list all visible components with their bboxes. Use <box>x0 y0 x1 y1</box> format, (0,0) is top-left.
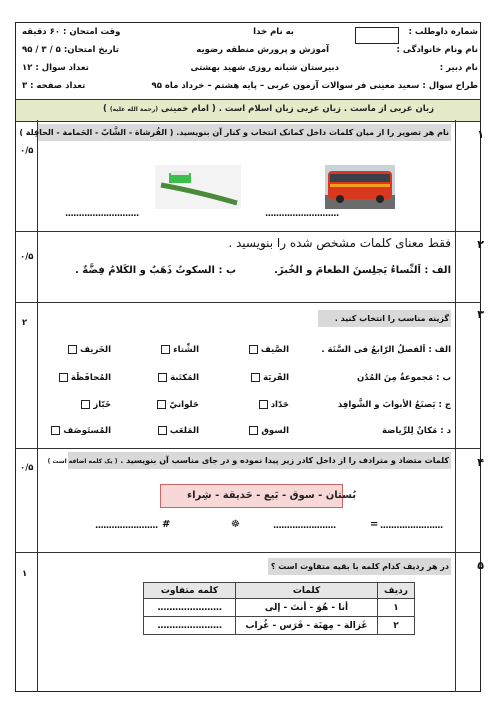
q5-prompt: در هر ردیف کدام کلمه با بقیه متفاوت است ؟ <box>270 562 449 571</box>
q4-score: ۰/۵ <box>20 463 34 473</box>
q4-blank-1[interactable]: ....................... <box>380 521 443 531</box>
question-count: تعداد سوال : ۱۲ <box>22 63 89 73</box>
q3-option[interactable]: الخَريف <box>68 345 111 355</box>
q3-option[interactable]: الصَّيف <box>249 345 289 355</box>
q3-option[interactable]: المَلعَب <box>158 426 199 436</box>
table-row: ۱ أنا - هُوَ - أنتَ - إلی ...................... <box>144 599 415 617</box>
checkbox[interactable] <box>251 373 260 382</box>
hash-sign: # <box>162 519 171 530</box>
checkbox[interactable] <box>81 400 90 409</box>
checkbox[interactable] <box>158 426 167 435</box>
q1-score: ۰/۵ <box>20 146 34 156</box>
teacher-label: نام دبیر : <box>439 63 478 73</box>
q5-number: ۵ <box>477 559 484 572</box>
header-odd-word: کلمه متفاوت <box>144 583 236 599</box>
equals-sign: = <box>370 519 379 530</box>
checkbox[interactable] <box>249 426 258 435</box>
motto-text: زبان عربی از ماست . زبان عربی زبان اسلام است . ( امام خمینی (رحمة الله علیه) ) <box>103 104 434 114</box>
checkbox[interactable] <box>157 400 166 409</box>
q5-table <box>143 582 415 635</box>
table-row: ۲ غَزالة - مِهنَة - فَرَس - غُراب ...................... <box>144 617 415 635</box>
header-row-number: ردیف <box>378 583 415 599</box>
page-count: تعداد صفحه : ۳ <box>22 81 86 91</box>
checkbox[interactable] <box>249 345 258 354</box>
q3-number: ۳ <box>477 308 484 321</box>
q1-answer-line-2[interactable]: ........................... <box>65 209 139 219</box>
exam-time: وقت امتحان : ۶۰ دقیقه <box>22 27 121 37</box>
checkbox[interactable] <box>68 345 77 354</box>
q4-blank-2[interactable]: ....................... <box>273 521 336 531</box>
name-label: نام ونام خانوادگی : <box>396 45 478 55</box>
q2-item-a: الف : اَلنِّساءُ يَجلِسنَ الطعامَ و الخُبزَ. <box>274 265 451 276</box>
department: آموزش و پرورش منطقه رضویه <box>196 45 329 55</box>
q3-option[interactable]: السوق <box>249 426 289 436</box>
exam-title: سوالات آزمون عربی – پایه هشتم – خرداد ماه ۹۵ <box>151 81 353 91</box>
q3-row-b-label: ب : مَجموعةٌ مِنَ المُدُن <box>356 373 451 383</box>
q2-number: ۲ <box>477 238 484 251</box>
q4-number: ۴ <box>477 456 484 469</box>
exam-date: تاریخ امتحان: ۵ / ۳ / ۹۵ <box>22 45 119 55</box>
q1-number: ۱ <box>477 128 484 141</box>
answer-cell[interactable]: ...................... <box>144 599 236 617</box>
q1-answer-line-1[interactable]: ........................... <box>265 209 339 219</box>
q2-item-b: ب : السکوتُ ذَهَبٌ و الکَلامُ فِضَّةٌ . <box>75 265 236 276</box>
checkbox[interactable] <box>59 373 68 382</box>
word-box-text: بُستان - سوق - بَيع - حَديقة - شِراء <box>187 490 357 501</box>
q2-prompt: فقط معنای کلمات مشخص شده را بنویسید . <box>228 236 451 250</box>
checkbox[interactable] <box>161 345 170 354</box>
q3-option[interactable]: القَريَة <box>251 373 289 383</box>
checkbox[interactable] <box>51 426 60 435</box>
answer-cell[interactable]: ...................... <box>144 617 236 635</box>
q3-option[interactable]: الشِّتاء <box>161 345 199 355</box>
q4-blank-3[interactable]: ....................... <box>95 521 158 531</box>
q3-score: ۲ <box>22 318 28 328</box>
checkbox[interactable] <box>158 373 167 382</box>
school-name: دبیرستان شبانه روزی شهید بهشتی <box>190 63 339 73</box>
q3-option[interactable]: حَدّاد <box>259 400 289 410</box>
q3-option[interactable]: المُحافَظَة <box>59 373 111 383</box>
toothbrush-image <box>155 165 241 209</box>
separator-icon: ☸ <box>231 519 240 530</box>
q3-option[interactable]: المُستَوصَف <box>51 426 111 436</box>
bus-image <box>325 165 395 209</box>
q3-row-a-label: الف : اَلفصلُ الرّابعُ فی السَّنَة . <box>321 345 451 355</box>
designer: طراح سوال : سعید معینی فر <box>355 81 478 91</box>
checkbox[interactable] <box>259 400 268 409</box>
candidate-number-box[interactable] <box>355 27 399 44</box>
header-words: کلمات <box>236 583 378 599</box>
q2-score: ۰/۵ <box>20 252 34 262</box>
q3-row-c-label: ج : يَصنَعُ الأبوابَ و الشَّوافِذ <box>337 400 451 410</box>
q3-option[interactable]: حَلوانيّ <box>157 400 199 410</box>
q4-prompt: کلمات متضاد و مترادف را از داخل کادر زیر پیدا نموده و در جای مناسب آن بنویسید . ( یک کلمه اضافه است ) <box>47 456 449 465</box>
basmala: به نام خدا <box>253 27 294 37</box>
q3-prompt: گزینه مناسب را انتخاب کنید . <box>334 314 449 323</box>
candidate-number-label: شماره داوطلب : <box>408 27 478 37</box>
q1-prompt: نام هر تصویر را از میان کلمات داخل کمانک انتخاب و کنار آن بنویسید. ( الفُرشاة - الشَّابّ - الحَمامة - الحافِلة ) <box>19 128 449 137</box>
q3-option[interactable]: المَكتَبة <box>158 373 199 383</box>
q3-option[interactable]: خَبّاز <box>81 400 111 410</box>
q3-row-d-label: د : مَکانٌ لِلرِّياضة <box>382 426 451 436</box>
q5-score: ۱ <box>22 569 28 579</box>
